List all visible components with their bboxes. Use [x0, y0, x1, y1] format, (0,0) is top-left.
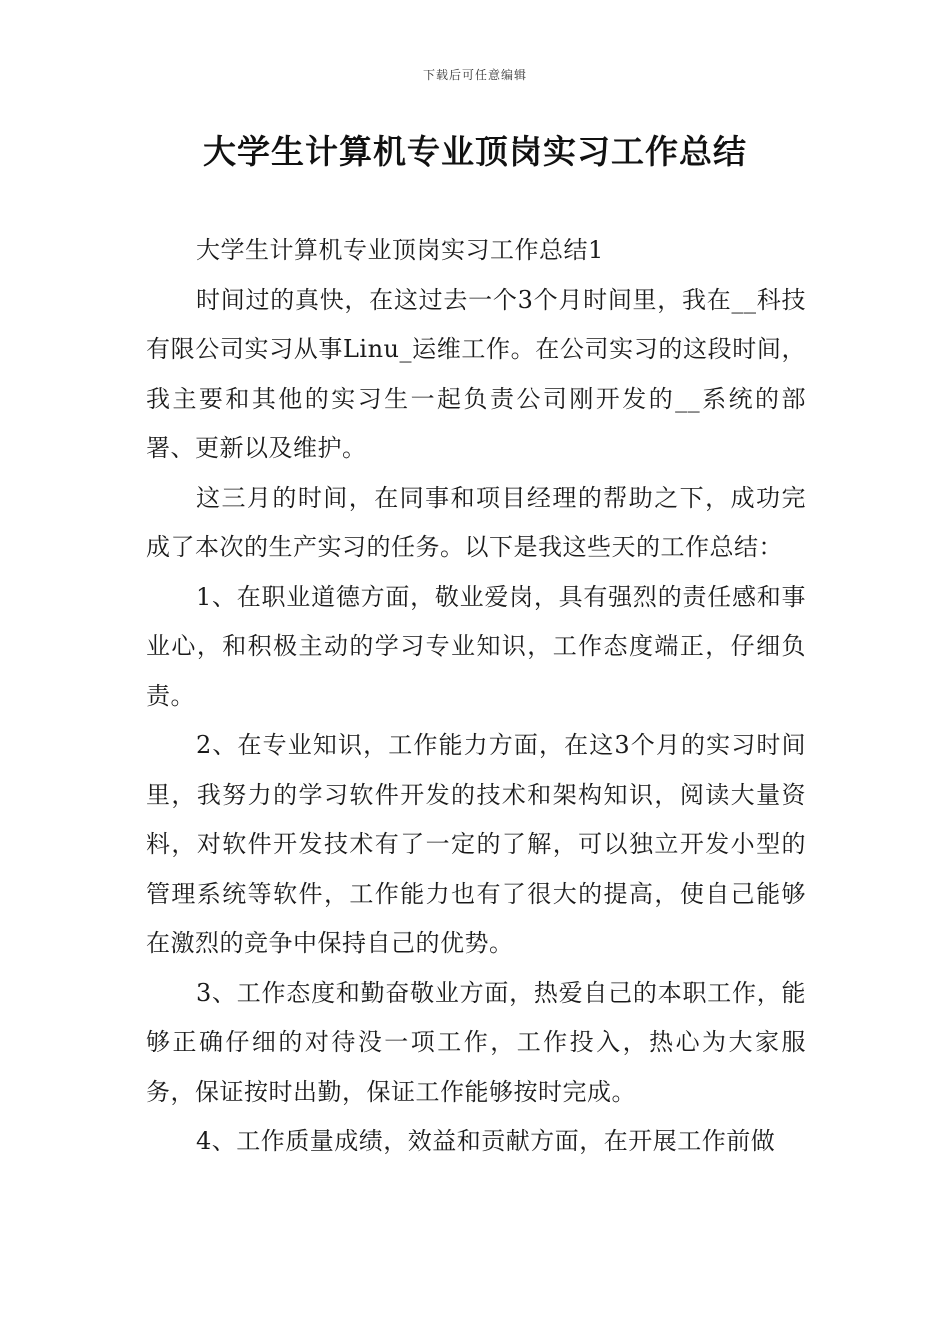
paragraph-point-2: 2、在专业知识，工作能力方面，在这3个月的实习时间里，我努力的学习软件开发的技术和架构知识，阅读大量资料，对软件开发技术有了一定的了解，可以独立开发小型的管理系统等软件，工作能力也有了很大的提高，使自己能够在激烈的竞争中保持自己的优势。	[146, 731, 806, 957]
paragraph-point-4: 4、工作质量成绩，效益和贡献方面，在开展工作前做	[196, 1127, 776, 1155]
header-note: 下载后可任意编辑	[422, 68, 527, 82]
paragraph-subtitle: 大学生计算机专业顶岗实习工作总结1	[196, 236, 604, 264]
paragraph-point-1: 1、在职业道德方面，敬业爱岗，具有强烈的责任感和事业心，和积极主动的学习专业知识，工作态度端正，仔细负责。	[146, 582, 806, 710]
paragraph-point-3: 3、工作态度和勤奋敬业方面，热爱自己的本职工作，能够正确仔细的对待没一项工作，工作投入，热心为大家服务，保证按时出勤，保证工作能够按时完成。	[146, 978, 806, 1106]
paragraph-summary-lead: 这三月的时间，在同事和项目经理的帮助之下，成功完成了本次的生产实习的任务。以下是我这些天的工作总结：	[146, 483, 806, 561]
document-body	[146, 226, 806, 1167]
document-title: 大学生计算机专业顶岗实习工作总结	[203, 132, 747, 171]
paragraph-intro: 时间过的真快，在这过去一个3个月时间里，我在__科技有限公司实习从事Linu_运维工作。在公司实习的这段时间，我主要和其他的实习生一起负责公司刚开发的__系统的部署、更新以及维护。	[146, 285, 806, 462]
